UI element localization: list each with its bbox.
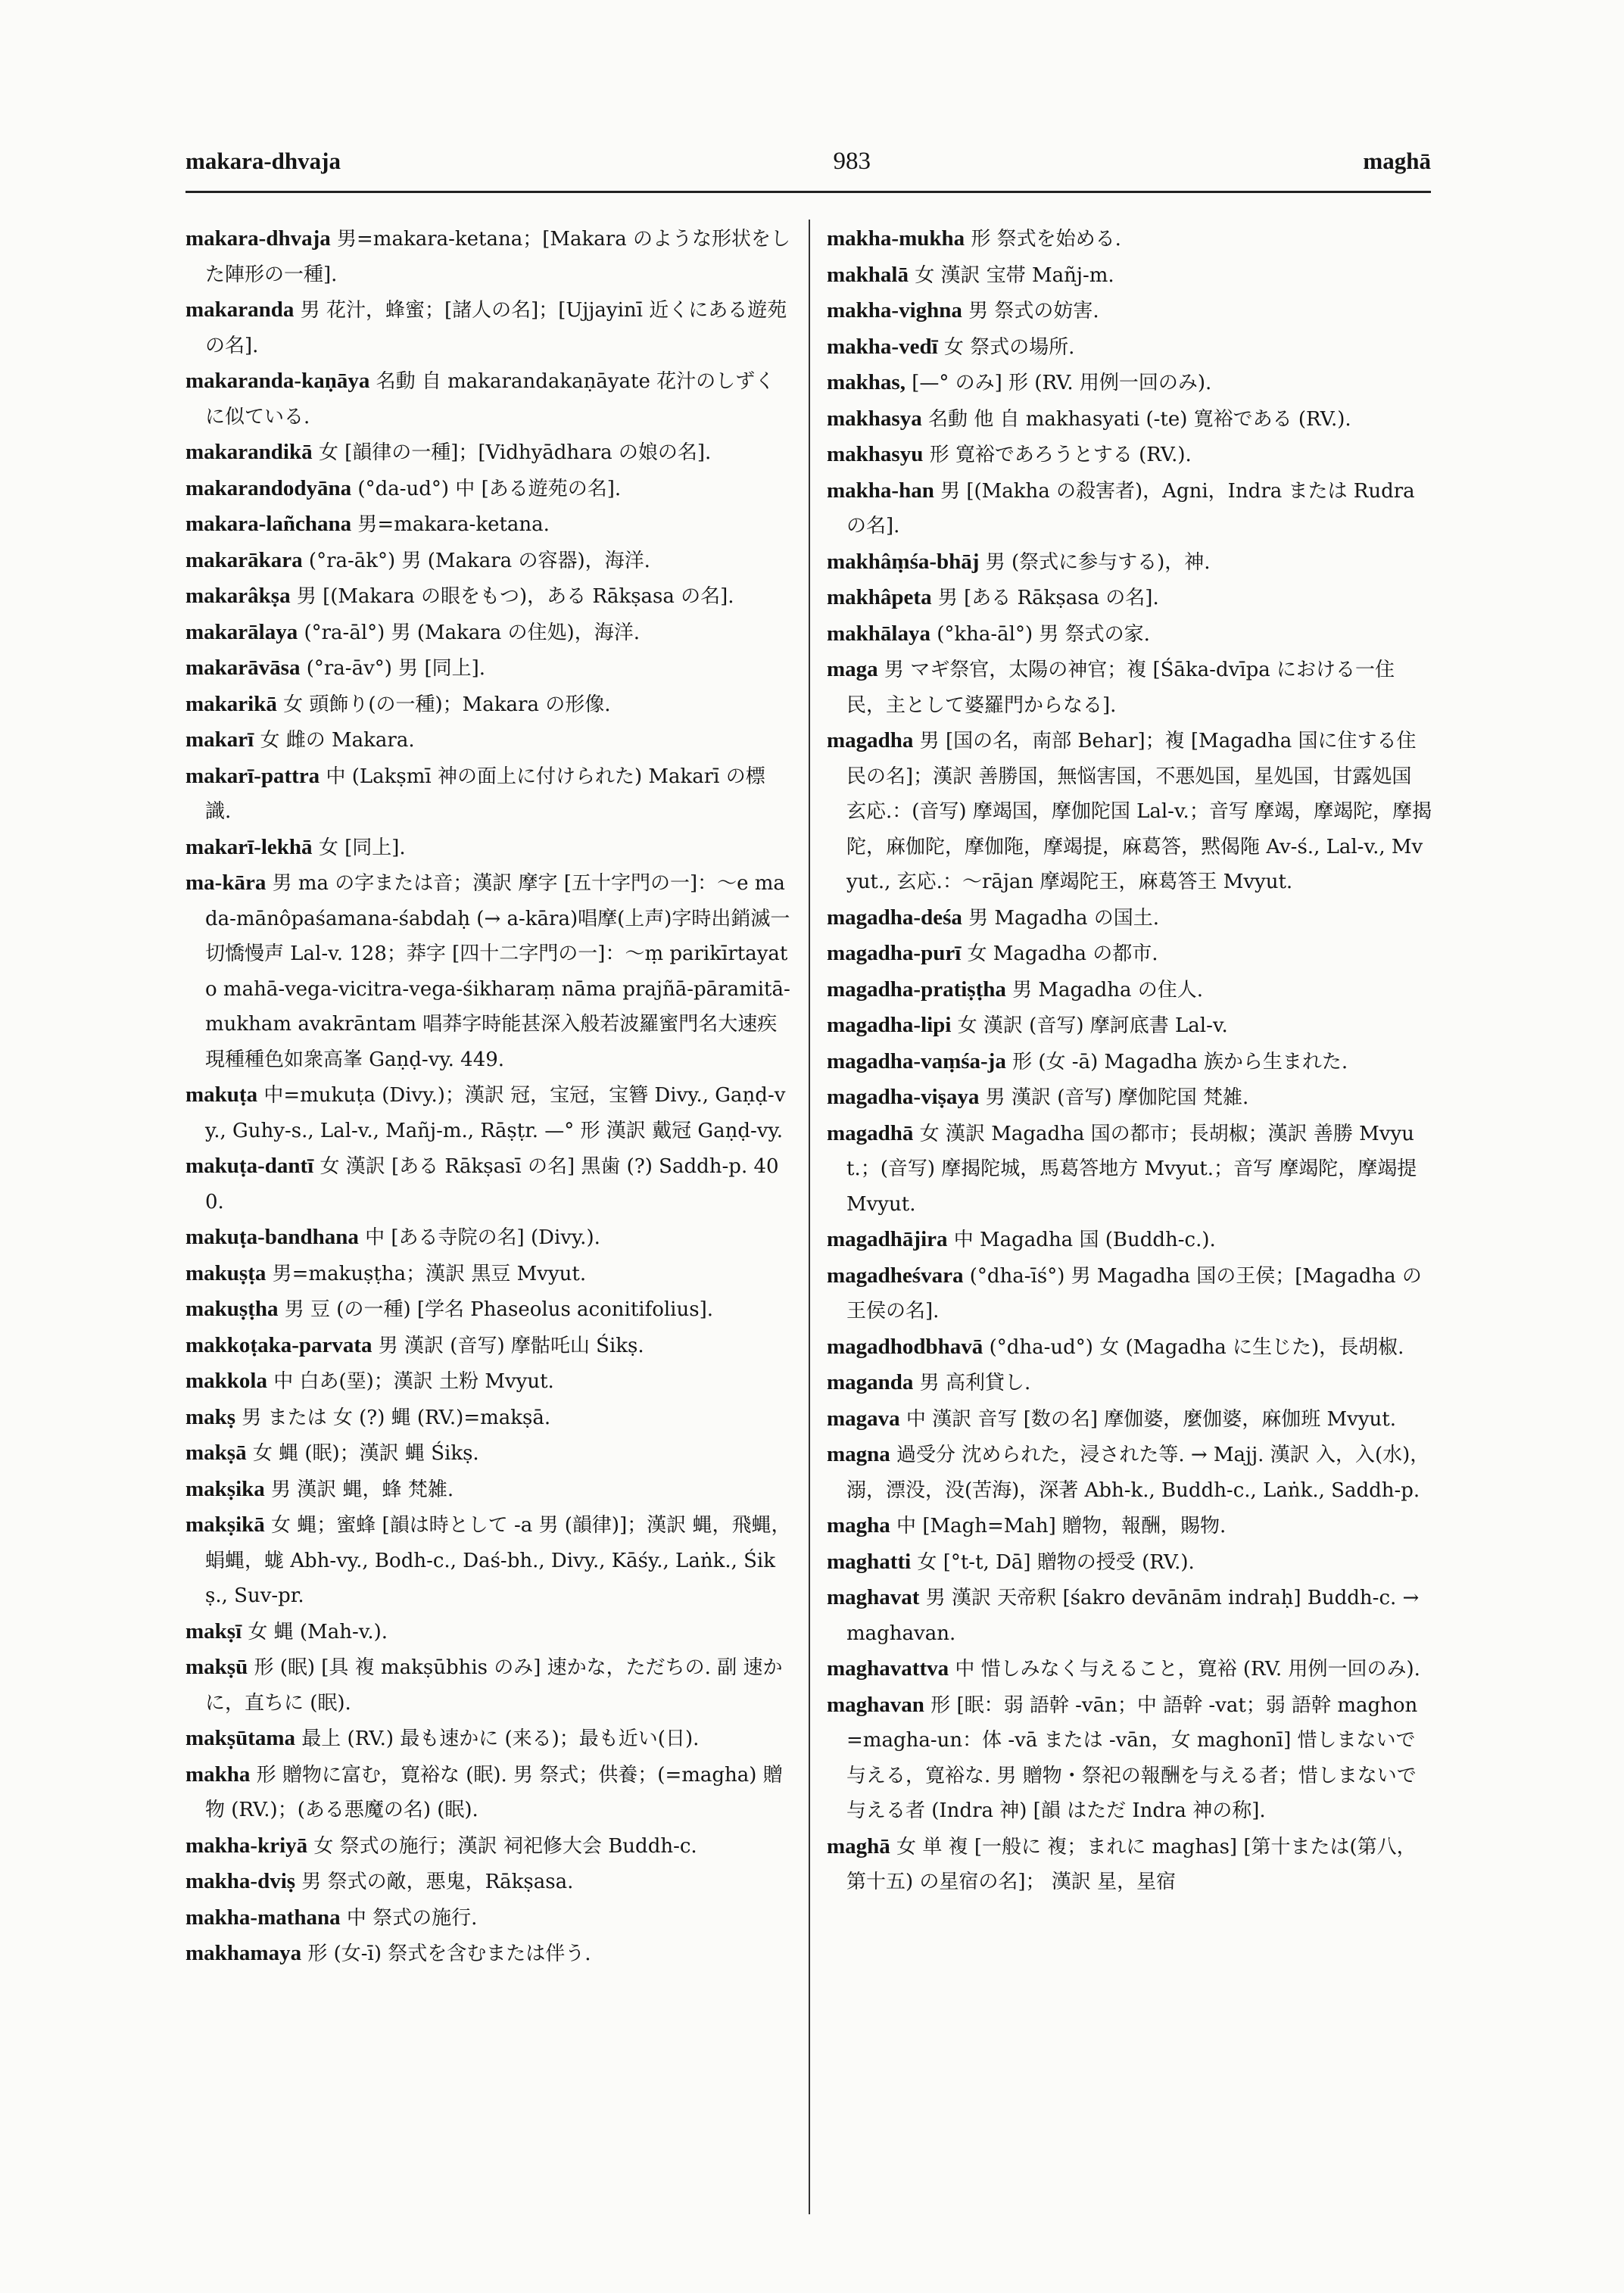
definition: 男 漢訳 天帝釈 [śakro devānām indraḥ] Buddh-c. → maghavan. <box>846 1587 1426 1645</box>
dictionary-entry <box>185 1363 791 1400</box>
dictionary-entry <box>185 759 791 830</box>
dictionary-entry <box>827 1258 1432 1329</box>
dictionary-entry <box>827 580 1432 616</box>
headword: makuṭa <box>185 1083 258 1107</box>
definition: 中 [ある寺院の名] (Divy.). <box>358 1226 600 1249</box>
headword: magadheśvara <box>827 1263 964 1288</box>
headword: makarī-pattra <box>185 763 320 788</box>
definition: 形 (女 -ā) Magadha 族から生まれた. <box>1005 1050 1348 1073</box>
dictionary-entry <box>185 1650 791 1721</box>
headword: makarī <box>185 727 254 752</box>
headword: magadhodbhavā <box>827 1334 983 1359</box>
headword: magadhā <box>827 1120 914 1145</box>
headword: makṣī <box>185 1618 242 1643</box>
dictionary-entry <box>185 1400 791 1436</box>
headword: makhasya <box>827 406 922 431</box>
definition: 男 祭式の敵，悪鬼，Rākṣasa. <box>295 1871 574 1893</box>
definition: 形 贈物に富む，寛裕な (眠). 男 祭式；供養；(=magha) 贈物 (RV.)；(ある悪魔の名) (眠). <box>205 1763 783 1821</box>
column-divider <box>809 220 810 2214</box>
definition: 女 [°t-t, Dā] 贈物の授受 (RV.). <box>911 1550 1195 1574</box>
definition: 名動 自 makarandakaṇāyate 花汁のしずくに似ている. <box>205 370 775 428</box>
dictionary-entry <box>185 1828 791 1865</box>
definition: 形 寛裕であろうとする (RV.). <box>923 444 1192 466</box>
headword: makuṣṭa <box>185 1260 267 1285</box>
definition: 中 漢訳 音写 [数の名] 摩伽婆，麼伽婆，麻伽班 Mvyut. <box>899 1407 1397 1431</box>
headword: maghatti <box>827 1549 912 1574</box>
definition: 男 [国の名，南部 Behar]；複 [Magadha 国に住する住民の名]；漢訳 善勝国，無悩害国，不悪処国，星処国，甘露処国 玄応.：(音写) 摩竭国，摩伽陀国 Lal-v.；音写 摩竭，摩竭陀，摩揭陀，麻伽陀，摩伽陁，摩竭提，麻葛答，黙偈陁 Av-ś., Lal-v., Mvyut., 玄応.：～rājan 摩竭陀王，麻葛答王 Mvyut. <box>846 730 1432 893</box>
definition: 形 祭式を始める. <box>965 228 1121 251</box>
definition: 最上 (RV.) 最も速かに (来る)；最も近い(日). <box>295 1728 700 1750</box>
definition: 男 花汁，蜂蜜；[諸人の名]；[Ujjayinī 近くにある遊苑の名]. <box>205 299 787 357</box>
definition: (°dha-īś°) 男 Magadha 国の王侯；[Magadha の王侯の名]. <box>846 1264 1422 1323</box>
headword: makṣ <box>185 1404 236 1429</box>
dictionary-entry <box>827 221 1432 257</box>
right-column <box>827 221 1432 1900</box>
headword: makhâṃśa-bhāj <box>827 549 980 574</box>
dictionary-entry <box>827 1651 1432 1687</box>
headword: maghavan <box>827 1692 924 1717</box>
definition: 男=makuṣṭha；漢訳 黒豆 Mvyut. <box>266 1262 587 1285</box>
dictionary-entry <box>827 1544 1432 1581</box>
headword: makarāvāsa <box>185 656 301 680</box>
page-number: 983 <box>833 148 871 175</box>
headword: ma-kāra <box>185 871 267 895</box>
headword: makha-mathana <box>185 1905 341 1930</box>
dictionary-entry <box>827 1401 1432 1438</box>
dictionary-entry <box>185 1148 791 1220</box>
dictionary-entry <box>827 1329 1432 1366</box>
dictionary-entry <box>185 687 791 723</box>
definition: 男=makara-ketana；[Makara のような形状をした陣形の一種]. <box>205 228 790 286</box>
headword: makaranda-kaṇāya <box>185 369 370 393</box>
definition: 中 祭式の施行. <box>340 1906 478 1930</box>
headword: makhālaya <box>827 621 930 646</box>
dictionary-entry <box>185 221 791 292</box>
dictionary-entry <box>185 1614 791 1650</box>
headword: makha-mukha <box>827 226 965 251</box>
dictionary-entry <box>185 292 791 363</box>
definition: (°ra-āv°) 男 [同上]. <box>300 657 485 680</box>
dictionary-entry <box>827 544 1432 581</box>
headword: makha <box>185 1762 251 1787</box>
headword: magha <box>827 1513 890 1537</box>
headword: makarikā <box>185 691 277 716</box>
headword: makkola <box>185 1369 267 1393</box>
dictionary-entry <box>827 1437 1432 1508</box>
dictionary-entry <box>185 506 791 543</box>
definition: [—° のみ] 形 (RV. 用例一回のみ). <box>905 372 1212 394</box>
dictionary-entry <box>827 1829 1432 1900</box>
dictionary-entry <box>827 329 1432 366</box>
dictionary-entry <box>827 1116 1432 1223</box>
page-header <box>185 148 1431 176</box>
dictionary-entry <box>827 1580 1432 1651</box>
definition: 形 (眠) [具 複 makṣūbhis のみ] 速かな，ただちの. 副 速かに，直ちに (眠). <box>205 1656 783 1715</box>
headword: makha-han <box>827 478 934 503</box>
headword: makaranda <box>185 298 295 322</box>
headword: makha-dviṣ <box>185 1869 296 1893</box>
definition: 中 白あ(堊)；漢訳 土粉 Mvyut. <box>267 1370 554 1393</box>
dictionary-entry <box>827 257 1432 294</box>
headword: maga <box>827 657 878 681</box>
headword: magadha-lipi <box>827 1013 952 1037</box>
definition: 形 [眠：弱 語幹 -vān；中 語幹 -vat；弱 語幹 maghon=magha-un：体 -vā または -vān，女 maghonī] 惜しまないで与える，寛裕な. 男 贈物・祭祀の報酬を与える者；惜しまないで与える者 (Indra 神) [韻 はただ Indra 神の称]. <box>846 1693 1418 1822</box>
definition: 女 Magadha の都市. <box>961 942 1158 965</box>
definition: 女 蝿 (眠)；漢訳 蝿 Śikṣ. <box>246 1442 479 1465</box>
headword: makha-kriyā <box>185 1833 308 1858</box>
headword: makuṣṭha <box>185 1297 279 1321</box>
dictionary-entry <box>827 1080 1432 1116</box>
headword: magadhājira <box>827 1227 948 1251</box>
headword: makarandodyāna <box>185 475 352 500</box>
headword: makarandikā <box>185 440 313 464</box>
definition: 中 Magadha 国 (Buddh-c.). <box>947 1229 1216 1251</box>
headword: magna <box>827 1442 890 1466</box>
definition: 女 蝿；蜜蜂 [韻は時として -a 男 (韻律)]；漢訳 蝿，飛蝿，蜎蝿，蛖 Abh-vy., Bodh-c., Daś-bh., Divy., Kāśy., Laṅk., Śikṣ., Suv-pr. <box>205 1514 791 1607</box>
definition: (°ra-āk°) 男 (Makara の容器)，海洋. <box>302 549 650 572</box>
dictionary-entry <box>827 1508 1432 1544</box>
dictionary-entry <box>185 435 791 471</box>
definition: 中 (Lakṣmī 神の面上に付けられた) Makarī の標識. <box>205 765 765 823</box>
headword: maghā <box>827 1833 890 1858</box>
headword: makṣūtama <box>185 1726 296 1750</box>
dictionary-entry <box>827 1687 1432 1829</box>
headword: magadha-pratiṣṭha <box>827 977 1006 1002</box>
headword: makhalā <box>827 262 909 287</box>
definition: 男 漢訳 (音写) 摩伽陀国 梵雑. <box>979 1086 1249 1109</box>
definition: 男 [ある Rākṣasa の名]. <box>931 587 1159 609</box>
definition: 男 祭式の妨害. <box>962 300 1099 322</box>
headword: makuṭa-bandhana <box>185 1225 359 1249</box>
dictionary-entry <box>827 1044 1432 1080</box>
dictionary-entry <box>827 972 1432 1008</box>
headword: magadha <box>827 728 914 752</box>
dictionary-entry <box>185 471 791 507</box>
definition: 男 ma の字または音；漢訳 摩字 [五十字門の一]：～e mada-mānôpaśamana-śabdaḥ (→ a-kāra)唱摩(上声)字時出銷滅一切憍慢声 Lal-v. 128；莽字 [四十二字門の一]：～ṃ parikīrtayato mahā-vega-vicitra-vega-śikharaṃ nāma prajñā-pāramitā-mukham avakrāntam 唱莽字時能甚深入般若波羅蜜門名大速疾現種種色如衆高峯 Gaṇḍ-vy. 449. <box>205 872 790 1071</box>
definition: 中 [Magh=Mah] 贈物，報酬，賜物. <box>890 1515 1227 1537</box>
dictionary-entry <box>185 865 791 1077</box>
definition: 女 単 複 [一般に 複；まれに maghas] [第十または(第八，第十五) の星宿の名]； 漢訳 星，星宿 <box>846 1835 1417 1893</box>
definition: 男 [(Makara の眼をもつ)，ある Rākṣasa の名]. <box>290 585 734 608</box>
right-guide-word: maghā <box>1363 148 1431 174</box>
dictionary-entry <box>827 1222 1432 1258</box>
headword: maghavat <box>827 1585 920 1609</box>
dictionary-entry <box>185 1291 791 1328</box>
dictionary-entry <box>827 473 1432 544</box>
headword: makṣika <box>185 1476 265 1501</box>
definition: (°da-ud°) 中 [ある遊苑の名]. <box>351 477 622 500</box>
dictionary-entry <box>185 650 791 687</box>
definition: 女 蝿 (Mah-v.). <box>242 1620 388 1643</box>
headword: magava <box>827 1406 900 1431</box>
definition: 女 頭飾り(の一種)；Makara の形像. <box>276 693 611 716</box>
definition: 女 漢訳 Magadha 国の都市；長胡椒；漢訳 善勝 Mvyut.；(音写) 摩揭陀城，馬葛答地方 Mvyut.；音写 摩竭陀，摩竭提 Mvyut. <box>846 1122 1423 1216</box>
headword: makhasyu <box>827 442 924 466</box>
dictionary-entry <box>827 1008 1432 1044</box>
dictionary-entry <box>185 1220 791 1256</box>
left-guide-word: makara-dhvaja <box>185 148 341 174</box>
definition: 男 豆 (の一種) [学名 Phaseolus aconitifolius]. <box>278 1298 713 1321</box>
dictionary-entry <box>185 615 791 651</box>
headword: makhamaya <box>185 1941 302 1965</box>
definition: 女 漢訳 宝帯 Mañj-m. <box>908 263 1114 287</box>
dictionary-entry <box>185 1864 791 1900</box>
headword: makarālaya <box>185 619 298 644</box>
headword: makarī-lekhā <box>185 834 313 859</box>
definition: 男 [(Makha の殺害者)，Agni，Indra または Rudra の名]. <box>846 479 1421 537</box>
headword: maganda <box>827 1370 914 1394</box>
definition: 女 祭式の場所. <box>937 335 1075 359</box>
definition: 男 Magadha の国土. <box>962 906 1160 930</box>
dictionary-entry <box>185 1435 791 1472</box>
headword: magadha-deśa <box>827 905 962 930</box>
definition: 男 マギ祭官，太陽の神官；複 [Śāka-dvīpa における一住民，主として婆羅門からなる]. <box>846 659 1395 717</box>
headword: makha-vighna <box>827 298 962 322</box>
definition: 男 または 女 (?) 蝿 (RV.)=makṣā. <box>235 1406 551 1429</box>
headword: makkoṭaka-parvata <box>185 1332 372 1357</box>
dictionary-entry <box>185 1900 791 1936</box>
definition: 女 祭式の施行；漢訳 祠祀修大会 Buddh-c. <box>307 1834 697 1858</box>
dictionary-entry <box>827 293 1432 329</box>
dictionary-entry <box>827 365 1432 401</box>
dictionary-entry <box>185 578 791 615</box>
headword: makṣikā <box>185 1513 265 1537</box>
dictionary-entry <box>827 900 1432 936</box>
definition: 過受分 沈められた，浸された等. → Majj. 漢訳 入，入(水)，溺，漂没，没(苦海)，深著 Abh-k., Buddh-c., Laṅk., Saddh-p. <box>846 1444 1430 1502</box>
header-rule <box>185 191 1431 193</box>
left-column <box>185 221 791 1972</box>
definition: 中 惜しみなく与えること，寛裕 (RV. 用例一回のみ). <box>949 1658 1420 1681</box>
headword: makara-dhvaja <box>185 226 331 251</box>
definition: (°kha-āl°) 男 祭式の家. <box>930 622 1150 646</box>
definition: 男 Magadha の住人. <box>1005 978 1204 1002</box>
headword: magadha-purī <box>827 941 962 965</box>
headword: makhas, <box>827 370 906 394</box>
headword: makhâpeta <box>827 585 932 609</box>
dictionary-entry <box>827 401 1432 438</box>
headword: makarâkṣa <box>185 584 291 608</box>
definition: 男 (祭式に参与する)，神. <box>979 550 1211 574</box>
dictionary-entry <box>827 616 1432 653</box>
headword: makṣā <box>185 1441 247 1465</box>
dictionary-entry <box>827 437 1432 473</box>
definition: 名動 他 自 makhasyati (-te) 寛裕である (RV.). <box>921 407 1351 431</box>
dictionary-entry <box>185 1721 791 1757</box>
dictionary-entry <box>185 1328 791 1364</box>
headword: makara-lañchana <box>185 512 352 536</box>
dictionary-entry <box>827 723 1432 900</box>
dictionary-entry <box>185 1256 791 1292</box>
dictionary-entry <box>185 363 791 435</box>
dictionary-entry <box>185 1757 791 1828</box>
definition: 女 漢訳 (音写) 摩訶底書 Lal-v. <box>951 1014 1228 1037</box>
dictionary-entry <box>185 1472 791 1508</box>
dictionary-entry <box>185 543 791 579</box>
definition: 女 漢訳 [ある Rākṣasī の名] 黒歯 (?) Saddh-p. 400. <box>205 1155 779 1213</box>
dictionary-entry <box>827 1365 1432 1401</box>
definition: 中=mukuṭa (Divy.)；漢訳 冠，宝冠，宝簪 Divy., Gaṇḍ-vy., Guhy-s., Lal-v., Mañj-m., Rāṣṭr. —° 形 漢訳 戴冠 Gaṇḍ-vy. <box>205 1084 786 1142</box>
headword: makuṭa-dantī <box>185 1154 314 1178</box>
headword: makarākara <box>185 547 303 572</box>
headword: makha-vedī <box>827 334 938 359</box>
definition: (°dha-ud°) 女 (Magadha に生じた)，長胡椒. <box>983 1335 1404 1359</box>
dictionary-entry <box>185 1507 791 1614</box>
definition: 女 [韻律の一種]；[Vidhyādhara の娘の名]. <box>312 441 712 464</box>
headword: magadha-vaṃśa-ja <box>827 1048 1006 1073</box>
dictionary-entry <box>185 830 791 866</box>
definition: 男 漢訳 蝿，蜂 梵雑. <box>264 1478 454 1501</box>
definition: 女 [同上]. <box>312 836 406 859</box>
definition: 女 雌の Makara. <box>254 729 415 752</box>
dictionary-entry <box>827 936 1432 972</box>
headword: maghavattva <box>827 1656 949 1681</box>
headword: makṣū <box>185 1655 248 1679</box>
dictionary-entry <box>185 1936 791 1972</box>
dictionary-entry <box>827 652 1432 723</box>
headword: magadha-viṣaya <box>827 1085 980 1109</box>
dictionary-entry <box>185 1077 791 1148</box>
dictionary-entry <box>185 722 791 759</box>
definition: 形 (女-ī) 祭式を含むまたは伴う. <box>301 1943 591 1965</box>
definition: 男 高利貸し. <box>913 1372 1031 1394</box>
definition: (°ra-āl°) 男 (Makara の住処)，海洋. <box>298 621 640 644</box>
definition: 男 漢訳 (音写) 摩骷吒山 Śikṣ. <box>372 1334 644 1357</box>
definition: 男=makara-ketana. <box>351 513 550 536</box>
